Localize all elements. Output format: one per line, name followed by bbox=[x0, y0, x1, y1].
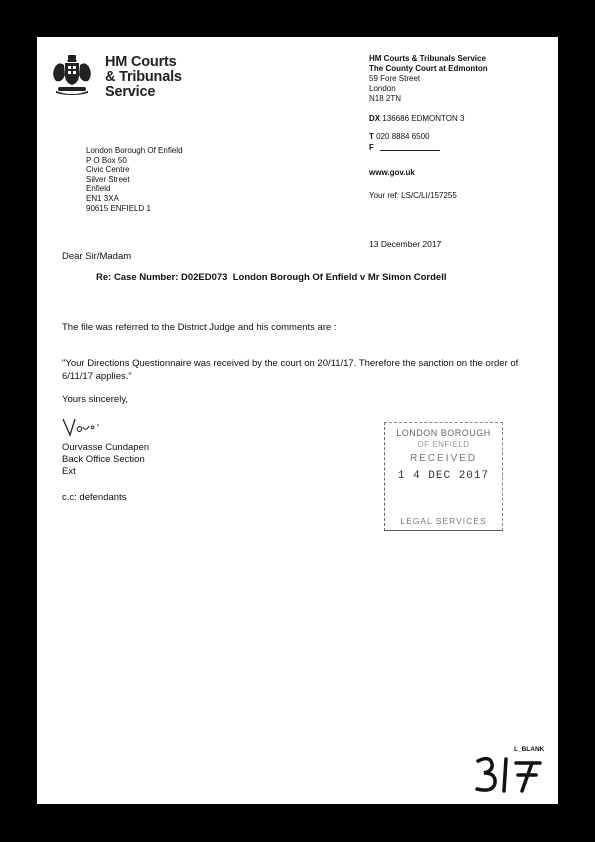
sender-court: The County Court at Edmonton bbox=[369, 64, 488, 73]
recipient-line: Civic Centre bbox=[86, 165, 130, 175]
recipient-line: P O Box 50 bbox=[86, 155, 127, 165]
cc-line: c.c: defendants bbox=[62, 492, 127, 503]
sender-city: London bbox=[369, 84, 396, 93]
tel-value: 020 8884 6500 bbox=[376, 132, 430, 141]
tel-label: T bbox=[369, 132, 374, 141]
dx-value: 136686 EDMONTON 3 bbox=[382, 114, 465, 123]
fax-label: F bbox=[369, 143, 374, 152]
sender-address bbox=[369, 54, 488, 104]
sender-org: HM Courts & Tribunals Service bbox=[369, 54, 486, 63]
recipient-address bbox=[86, 146, 183, 213]
letter-date: 13 December 2017 bbox=[369, 239, 442, 249]
sender-street: 59 Fore Street bbox=[369, 74, 421, 83]
telephone-line bbox=[369, 132, 430, 141]
signatory-block bbox=[62, 442, 149, 478]
stamp-date: 1 4 DEC 2017 bbox=[397, 470, 490, 482]
stamp-line-5: LEGAL SERVICES bbox=[400, 516, 487, 526]
footer-code: L_BLANK bbox=[514, 746, 545, 753]
handwritten-page-number bbox=[470, 755, 550, 795]
logo-line-2: & Tribunals bbox=[105, 69, 182, 85]
signatory-ext: Ext bbox=[62, 466, 76, 477]
recipient-line: Enfield bbox=[86, 184, 111, 194]
salutation: Dear Sir/Madam bbox=[62, 251, 132, 262]
recipient-line: London Borough Of Enfield bbox=[86, 146, 183, 155]
royal-coat-of-arms-icon bbox=[52, 53, 92, 95]
recipient-line: EN1 3XA bbox=[86, 193, 119, 203]
stamp-line-3: RECEIVED bbox=[409, 453, 478, 464]
your-reference: Your ref: LS/C/LI/157255 bbox=[369, 191, 457, 200]
signatory-name: Ourvasse Cundapen bbox=[62, 442, 150, 453]
logo-line-1: HM Courts bbox=[105, 54, 177, 70]
website: www.gov.uk bbox=[369, 168, 415, 177]
dx-label: DX bbox=[369, 114, 381, 123]
letter-page bbox=[37, 37, 558, 804]
hmcts-logo bbox=[105, 55, 182, 100]
body-paragraph-2: "Your Directions Questionnaire was received by the court on 20/11/17. Therefore the sanction on the order of 6/11/17 applies." bbox=[62, 358, 519, 382]
received-stamp bbox=[384, 422, 503, 531]
sender-postcode: N18 2TN bbox=[369, 94, 402, 103]
stamp-line-2: OF ENFIELD bbox=[417, 440, 470, 449]
body-paragraph-1: The file was referred to the District Judge and his comments are : bbox=[62, 322, 337, 333]
stamp-line-1: LONDON BOROUGH bbox=[396, 428, 491, 438]
re-line: Re: Case Number: D02ED073 London Borough Of Enfield v Mr Simon Cordell bbox=[96, 272, 447, 283]
logo-line-3: Service bbox=[105, 84, 156, 100]
recipient-line: Silver Street bbox=[86, 174, 130, 184]
dx-line bbox=[369, 114, 464, 123]
fax-blank bbox=[380, 150, 440, 151]
handwritten-signature bbox=[61, 415, 101, 439]
fax-line bbox=[369, 143, 440, 152]
signatory-section: Back Office Section bbox=[62, 454, 145, 465]
closing: Yours sincerely, bbox=[62, 394, 129, 405]
recipient-line: 90615 ENFIELD 1 bbox=[86, 203, 151, 213]
